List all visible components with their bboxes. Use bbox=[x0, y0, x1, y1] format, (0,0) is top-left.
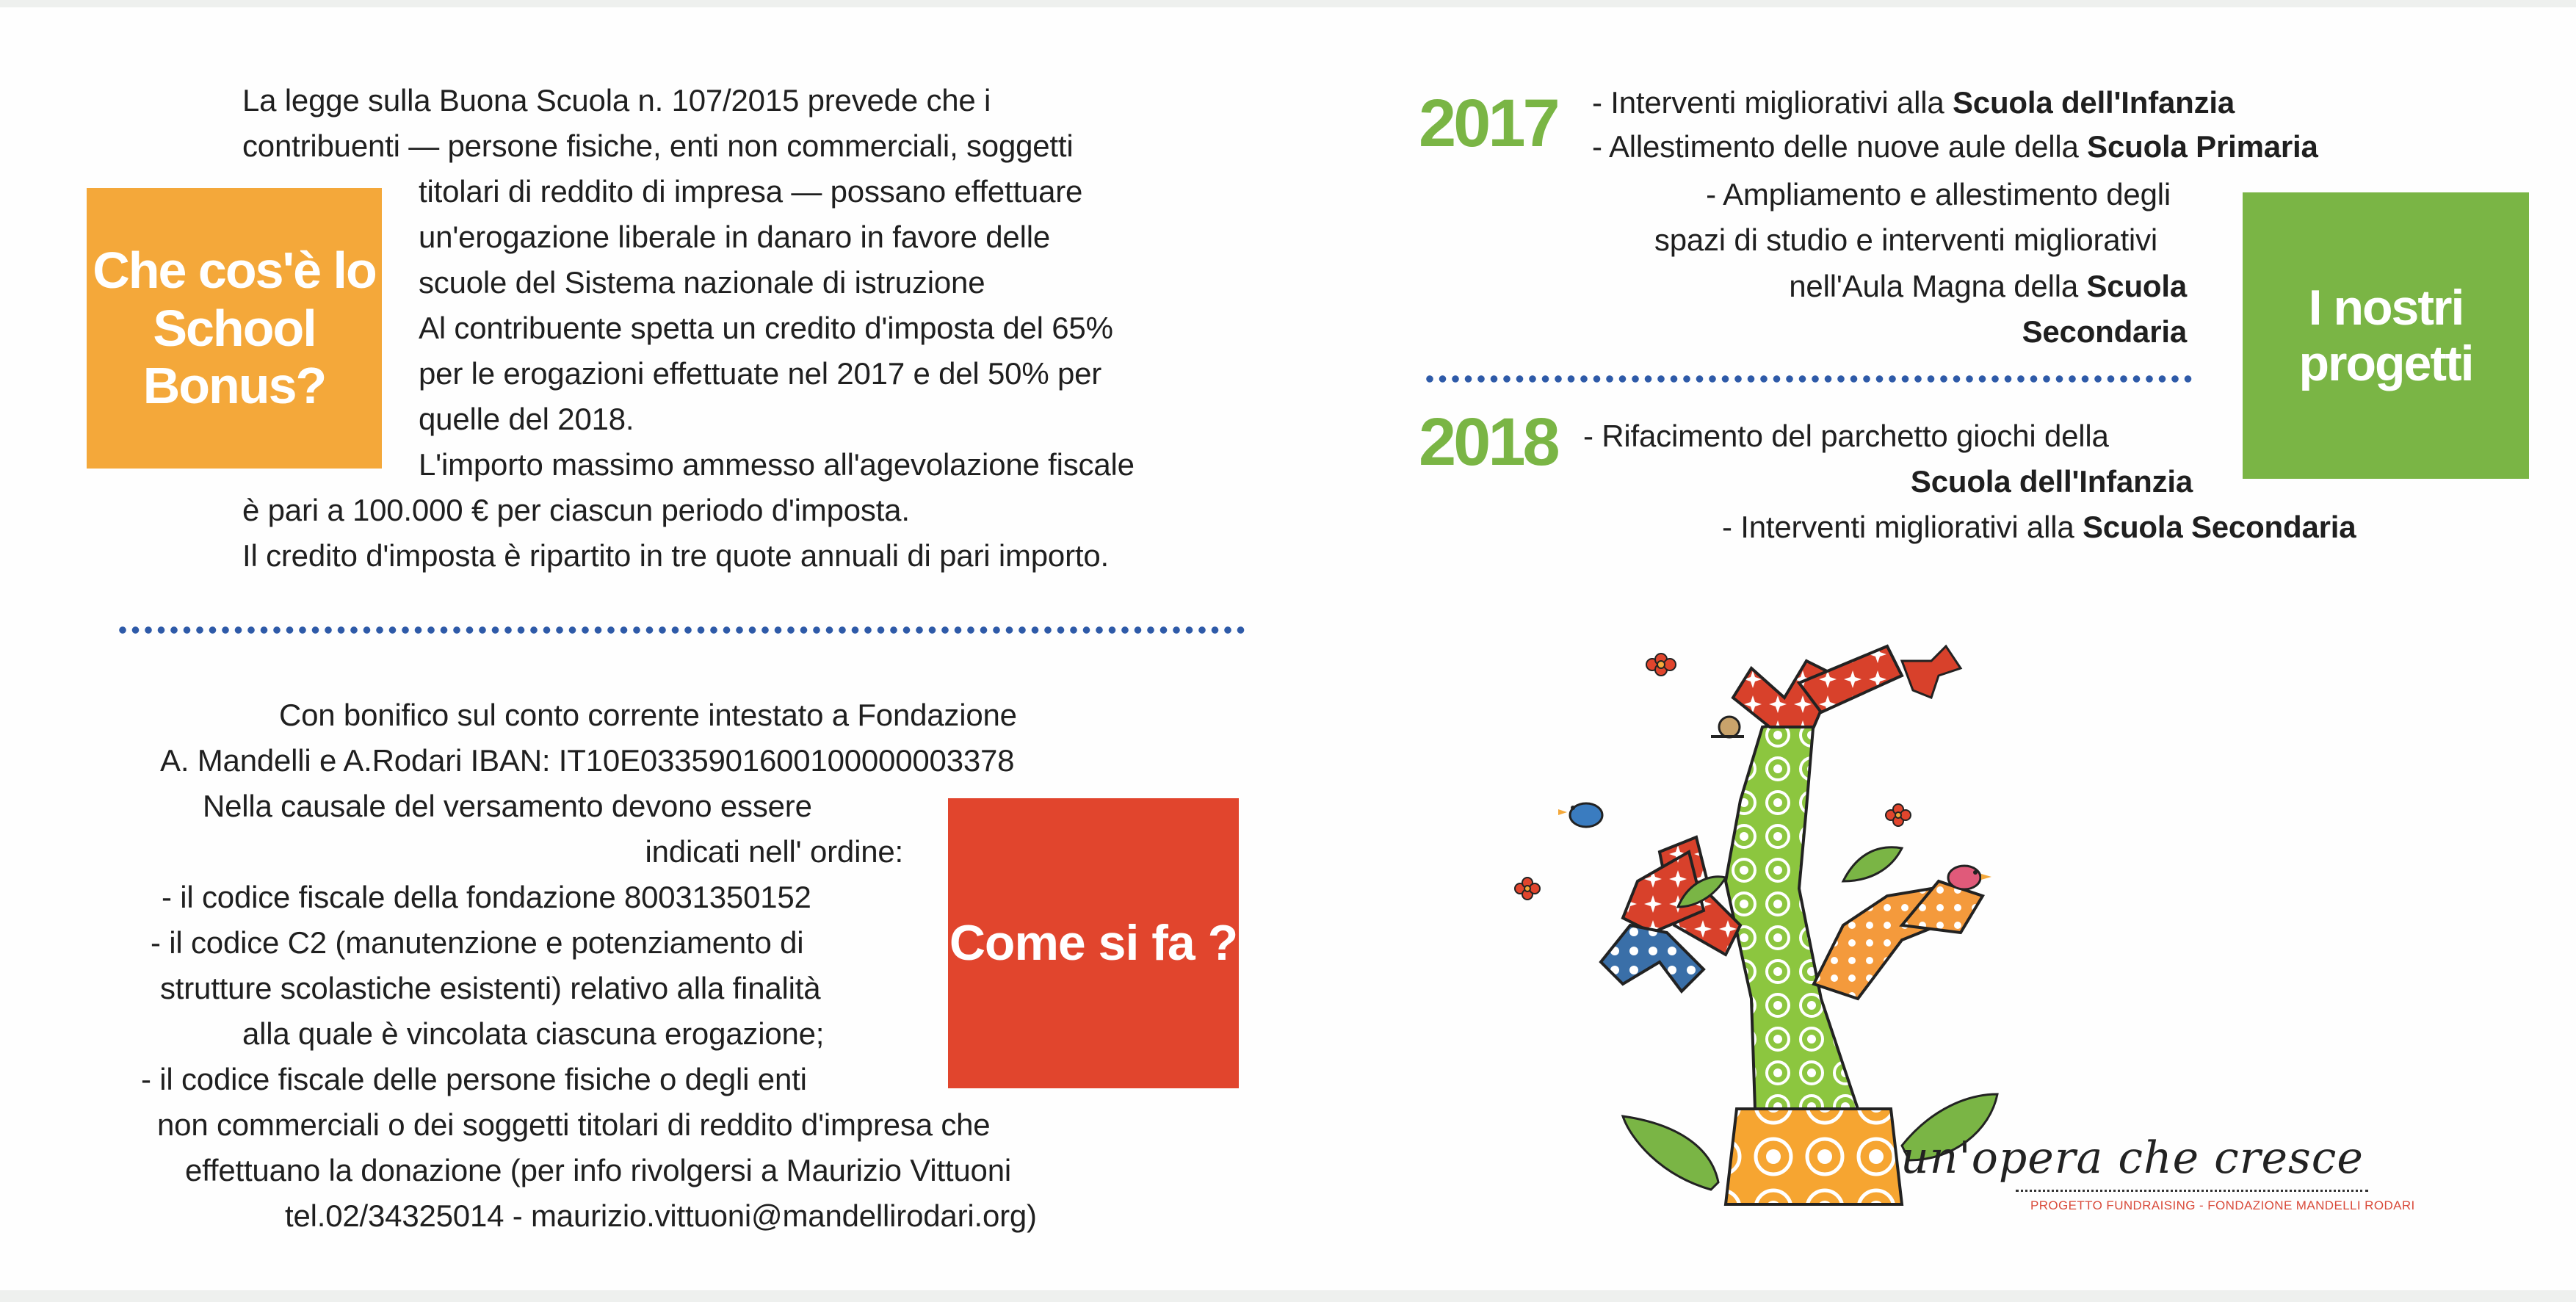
logo-subtitle: PROGETTO FUNDRAISING - FONDAZIONE MANDELLI RODARI bbox=[2030, 1198, 2415, 1212]
year-2018: 2018 bbox=[1419, 405, 1557, 480]
contact-line: tel.02/34325014 - maurizio.vittuoni@mandellirodari.org) bbox=[285, 1198, 1037, 1233]
school-name: Scuola Primaria bbox=[2087, 129, 2318, 164]
nostri-progetti-heading: I nostri progetti bbox=[2298, 279, 2473, 391]
intro-line: Al contribuente spetta un credito d'imposta del 65% bbox=[419, 311, 1113, 345]
school-name: Scuola dell'Infanzia bbox=[1952, 85, 2235, 120]
howto-line: alla quale è vincolata ciascuna erogazione; bbox=[242, 1016, 825, 1051]
year-2017: 2017 bbox=[1419, 86, 1557, 161]
project-line bbox=[1911, 458, 2193, 505]
branch-top-right bbox=[1799, 646, 1902, 712]
snail bbox=[1711, 717, 1744, 737]
leaf bbox=[1843, 847, 1902, 881]
howto-line: effettuano la donazione (per info rivolgersi a Maurizio Vittuoni bbox=[185, 1153, 1011, 1187]
flower bbox=[1515, 878, 1540, 900]
project-text: - Allestimento delle nuove aule della bbox=[1592, 129, 2088, 164]
intro-line: è pari a 100.000 € per ciascun periodo d'imposta. bbox=[242, 493, 910, 527]
iban-line: A. Mandelli e A.Rodari IBAN: IT10E0335901600100000003378 bbox=[160, 743, 1015, 778]
school-name: Scuola dell'Infanzia bbox=[1910, 464, 2193, 499]
come-si-fa-heading-box bbox=[948, 798, 1239, 1088]
intro-line: contribuenti — persone fisiche, enti non commerciali, soggetti bbox=[242, 129, 1074, 163]
intro-line: quelle del 2018. bbox=[419, 402, 634, 436]
nostri-progetti-heading-box bbox=[2243, 192, 2529, 479]
project-line: - Ampliamento e allestimento degli bbox=[1706, 177, 2171, 211]
project-line bbox=[1592, 123, 2318, 170]
growing-tree-illustration bbox=[1491, 617, 2078, 1219]
howto-line: strutture scolastiche esistenti) relativo alla finalità bbox=[160, 971, 821, 1005]
project-line bbox=[2022, 308, 2187, 355]
intro-line: La legge sulla Buona Scuola n. 107/2015 prevede che i bbox=[242, 83, 991, 117]
howto-line: non commerciali o dei soggetti titolari di reddito d'impresa che bbox=[157, 1107, 991, 1142]
scan-edge-top bbox=[0, 0, 2576, 7]
school-name: Scuola bbox=[2086, 269, 2187, 303]
school-name: Secondaria bbox=[2022, 314, 2187, 349]
intro-line: Il credito d'imposta è ripartito in tre quote annuali di pari importo. bbox=[242, 538, 1109, 573]
project-text: - Interventi migliorativi alla bbox=[1592, 85, 1953, 120]
branch-tip bbox=[1902, 646, 1961, 698]
howto-line: indicati nell' ordine: bbox=[645, 834, 903, 869]
school-name: Scuola Secondaria bbox=[2082, 510, 2356, 544]
project-line: spazi di studio e interventi migliorativi bbox=[1654, 223, 2157, 257]
project-text: nell'Aula Magna della bbox=[1789, 269, 2087, 303]
intro-line: un'erogazione liberale in danaro in favore delle bbox=[419, 220, 1051, 254]
howto-line: - il codice fiscale delle persone fisiche o degli enti bbox=[141, 1062, 807, 1096]
project-line: - Rifacimento del parchetto giochi della bbox=[1583, 419, 2109, 453]
pink-bird bbox=[1948, 866, 1991, 889]
trunk bbox=[1726, 720, 1858, 1109]
project-line bbox=[1789, 263, 2187, 310]
project-text: - Interventi migliorativi alla bbox=[1722, 510, 2083, 544]
flower bbox=[1646, 654, 1676, 676]
intro-line: L'importo massimo ammesso all'agevolazione fiscale bbox=[419, 447, 1135, 482]
project-line bbox=[1722, 504, 2356, 551]
dotted-divider-left bbox=[117, 625, 1248, 635]
intro-line: per le erogazioni effettuate nel 2017 e del 50% per bbox=[419, 356, 1102, 391]
dotted-divider-right bbox=[1425, 374, 2196, 384]
come-si-fa-heading: Come si fa ? bbox=[949, 915, 1238, 972]
intro-line: titolari di reddito di impresa — possano effettuare bbox=[419, 174, 1083, 209]
logo-dotted-rule bbox=[2016, 1190, 2368, 1192]
branch-blue bbox=[1601, 925, 1704, 991]
logo-script-text: un'opera che cresce bbox=[1900, 1132, 2364, 1184]
school-bonus-heading-box bbox=[87, 188, 382, 469]
intro-line: scuole del Sistema nazionale di istruzione bbox=[419, 265, 985, 300]
flower bbox=[1886, 804, 1911, 826]
scan-edge-bottom bbox=[0, 1290, 2576, 1302]
howto-line: Nella causale del versamento devono essere bbox=[203, 789, 812, 823]
blue-bird bbox=[1558, 803, 1602, 827]
school-bonus-heading: Che cos'è lo School Bonus? bbox=[93, 242, 376, 415]
howto-line: - il codice C2 (manutenzione e potenziamento di bbox=[151, 925, 804, 960]
leaf bbox=[1623, 1116, 1718, 1190]
project-line bbox=[1592, 79, 2235, 126]
howto-line: Con bonifico sul conto corrente intestato a Fondazione bbox=[279, 698, 1017, 732]
howto-line: - il codice fiscale della fondazione 80031350152 bbox=[162, 880, 811, 914]
pot bbox=[1726, 1109, 1902, 1204]
